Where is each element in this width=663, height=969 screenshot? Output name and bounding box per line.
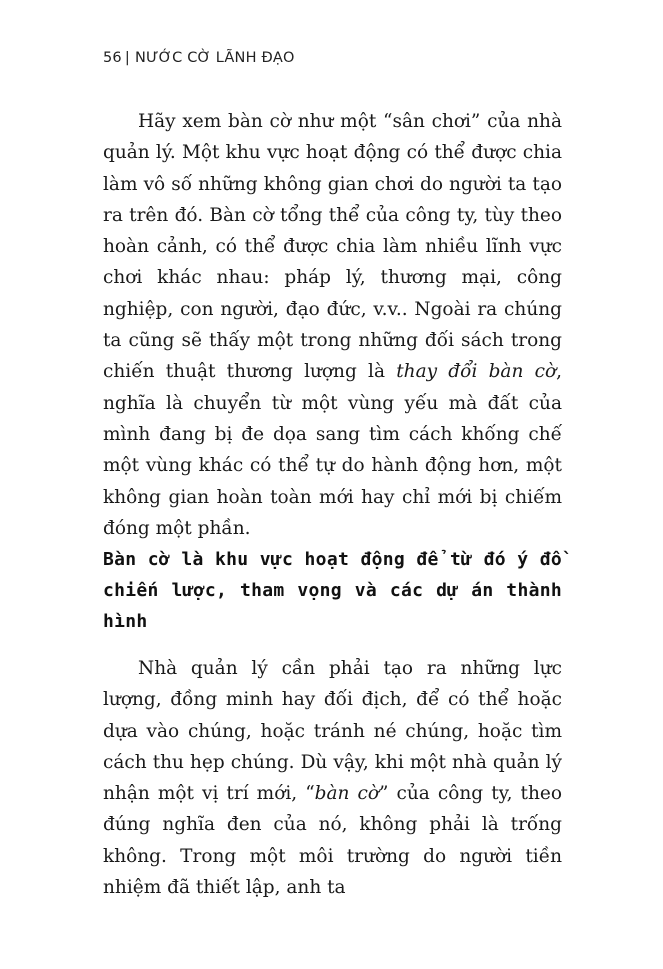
book-title: NƯỚC CỜ LÃNH ĐẠO xyxy=(134,50,295,66)
paragraph-1-text-a: Hãy xem bàn cờ như một “sân chơi” của nhà quản lý. Một khu vực hoạt động có thể được chia làm vô số những không gian chơi do người ta tạo ra trên đó. Bàn cờ tổng thể của công ty, tùy theo hoàn cảnh, có thể được chia làm nhiều lĩnh vực chơi khác nhau: pháp lý, thương mại, công nghiệp, con người, đạo đức, v.v.. Ngoài ra chúng ta cũng sẽ thấy một trong những đối sách trong chiến thuật thương lượng là xyxy=(103,111,562,383)
paragraph-1-italic: thay đổi bàn cờ xyxy=(396,361,557,383)
paragraph-1-text-b: , nghĩa là chuyển từ một vùng yếu mà đất của mình đang bị đe dọa sang tìm cách khống chế một vùng khác có thể tự do hành động hơn, một không gian hoàn toàn mới hay chỉ mới bị chiếm đóng một phần. xyxy=(103,361,562,539)
running-header xyxy=(103,50,295,66)
body-paragraph-1 xyxy=(103,106,562,544)
paragraph-2-italic: bàn cờ xyxy=(314,783,380,805)
header-separator: | xyxy=(124,50,130,66)
paragraph-2-text-a: Nhà quản lý cần phải tạo ra những lực lượng, đồng minh hay đối địch, để có thể hoặc dựa vào chúng, hoặc tránh né chúng, hoặc tìm cách thu hẹp chúng. Dù vậy, khi một nhà quản lý nhận một vị trí mới, “ xyxy=(103,658,562,805)
page-number: 56 xyxy=(103,50,122,66)
section-heading: Bàn cờ là khu vực hoạt động để từ đó ý đồ chiến lược, tham vọng và các dự án thành hình xyxy=(103,549,562,632)
body-paragraph-2 xyxy=(103,653,562,903)
paragraph-2-text-b: ” của công ty, theo đúng nghĩa đen của nó, không phải là trống không. Trong một môi trường do người tiền nhiệm đã thiết lập, anh ta xyxy=(103,783,562,899)
